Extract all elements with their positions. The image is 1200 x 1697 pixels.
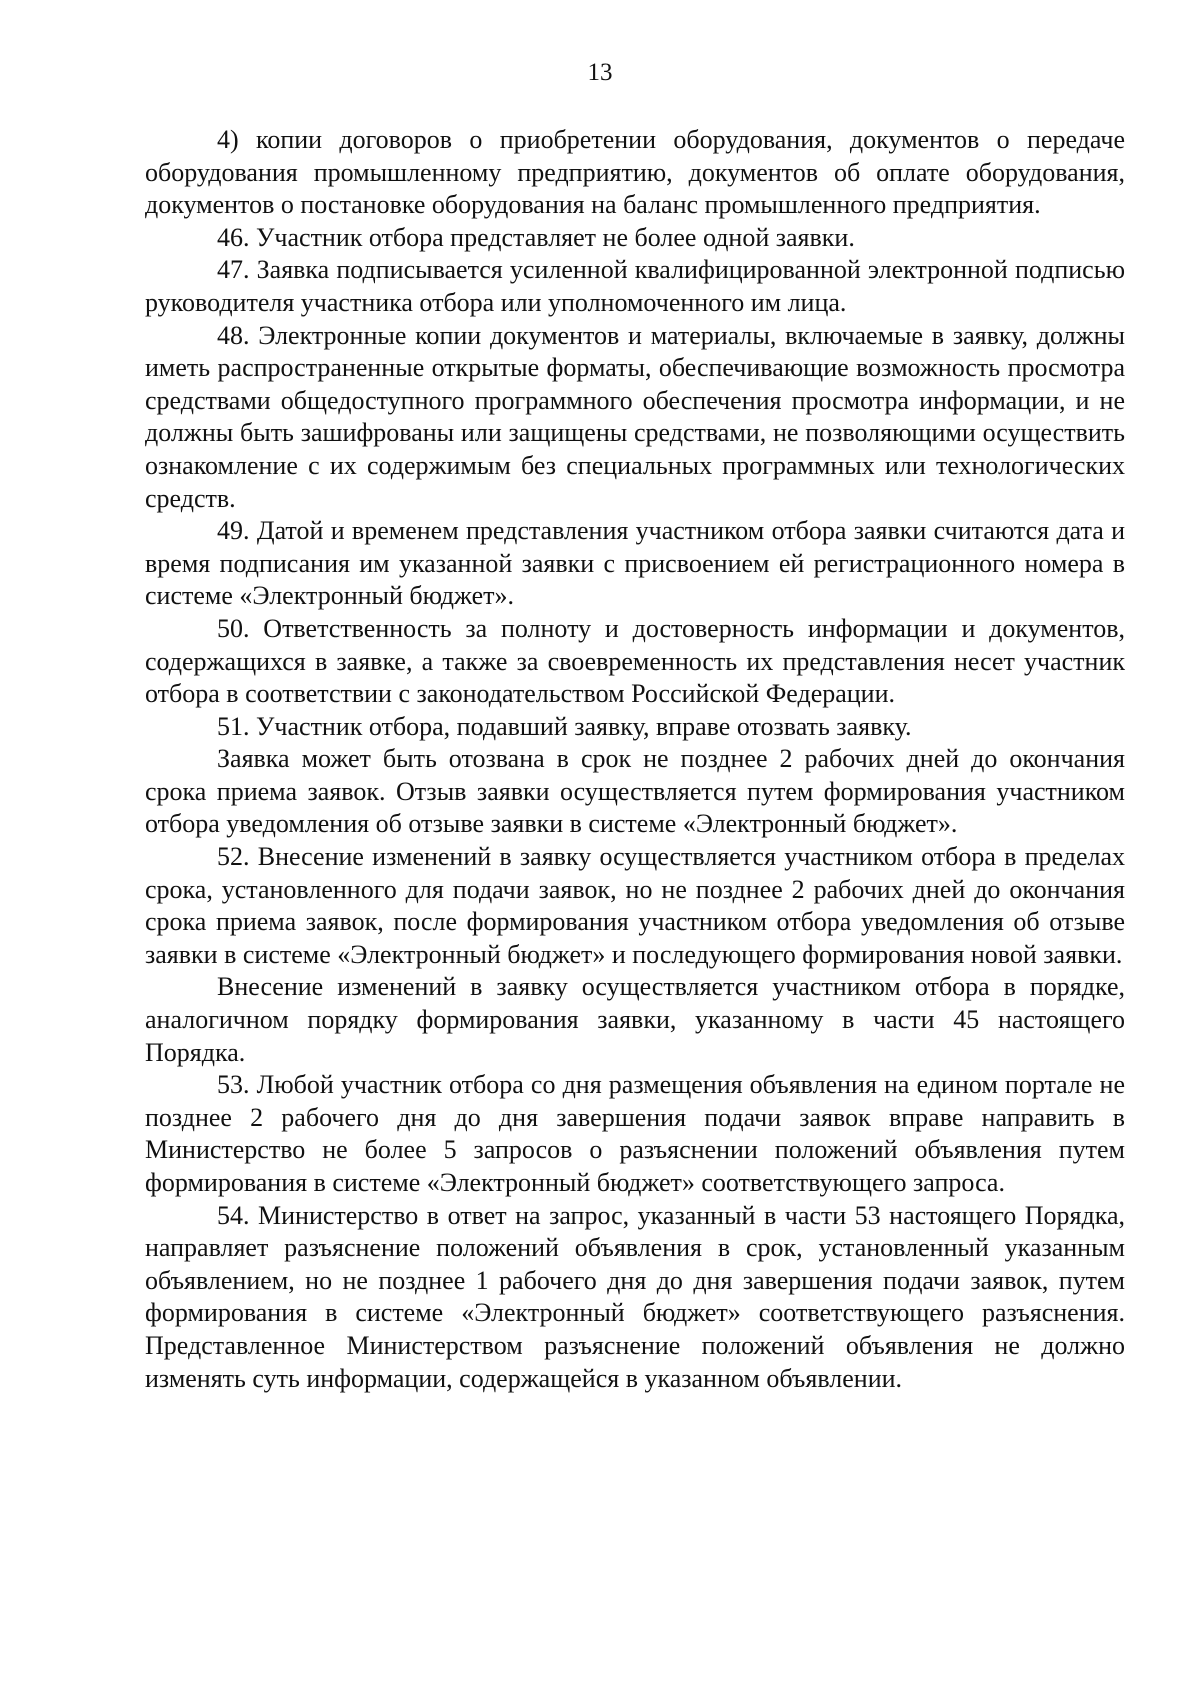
paragraph-54: 54. Министерство в ответ на запрос, указанный в части 53 настоящего Порядка, направляет разъяснение положений объявления в срок, установленный указанным объявлением, но не позднее 1 рабочего дня до дня завершения подачи заявок, путем формирования в системе «Электронный бюджет» соответствующего разъяснения. Представленное Министерством разъяснение положений объявления не должно изменять суть информации, содержащейся в указанном объявлении. <box>145 1200 1125 1393</box>
paragraph-item-4: 4) копии договоров о приобретении оборудования, документов о передаче оборудования промышленному предприятию, документов об оплате оборудования, документов о постановке оборудования на баланс промышленного предприятия. <box>145 125 1125 220</box>
paragraph-51: 51. Участник отбора, подавший заявку, вправе отозвать заявку. <box>217 711 912 741</box>
paragraph-49: 49. Датой и временем представления участником отбора заявки считаются дата и время подписания им указанной заявки с присвоением ей регистрационного номера в системе «Электронный бюджет». <box>145 516 1125 611</box>
paragraph-53: 53. Любой участник отбора со дня размещения объявления на едином портале не позднее 2 рабочего дня до дня завершения подачи заявок вправе направить в Министерство не более 5 запросов о разъяснении положений объявления путем формирования в системе «Электронный бюджет» соответствующего запроса. <box>145 1070 1125 1197</box>
paragraph-47: 47. Заявка подписывается усиленной квалифицированной электронной подписью руководителя участника отбора или уполномоченного им лица. <box>145 255 1125 317</box>
document-body <box>145 124 1125 1395</box>
paragraph-52: 52. Внесение изменений в заявку осуществляется участником отбора в пределах срока, установленного для подачи заявок, но не позднее 2 рабочих дней до окончания срока приема заявок, после формирования участником отбора уведомления об отзыве заявки в системе «Электронный бюджет» и последующего формирования новой заявки. <box>145 842 1125 969</box>
paragraph-48: 48. Электронные копии документов и материалы, включаемые в заявку, должны иметь распространенные открытые форматы, обеспечивающие возможность просмотра средствами общедоступного программного обеспечения просмотра информации, и не должны быть зашифрованы или защищены средствами, не позволяющими осуществить ознакомление с их содержимым без специальных программных или технологических средств. <box>145 320 1125 513</box>
paragraph-51-continuation: Заявка может быть отозвана в срок не позднее 2 рабочих дней до окончания срока приема заявок. Отзыв заявки осуществляется путем формирования участником отбора уведомления об отзыве заявки в системе «Электронный бюджет». <box>145 744 1125 839</box>
paragraph-52-continuation: Внесение изменений в заявку осуществляется участником отбора в порядке, аналогичном порядку формирования заявки, указанному в части 45 настоящего Порядка. <box>145 972 1125 1067</box>
paragraph-50: 50. Ответственность за полноту и достоверность информации и документов, содержащихся в заявке, а также за своевременность их представления несет участник отбора в соответствии с законодательством Российской Федерации. <box>145 613 1125 709</box>
page-number: 13 <box>587 59 613 86</box>
paragraph-46: 46. Участник отбора представляет не более одной заявки. <box>217 222 855 252</box>
